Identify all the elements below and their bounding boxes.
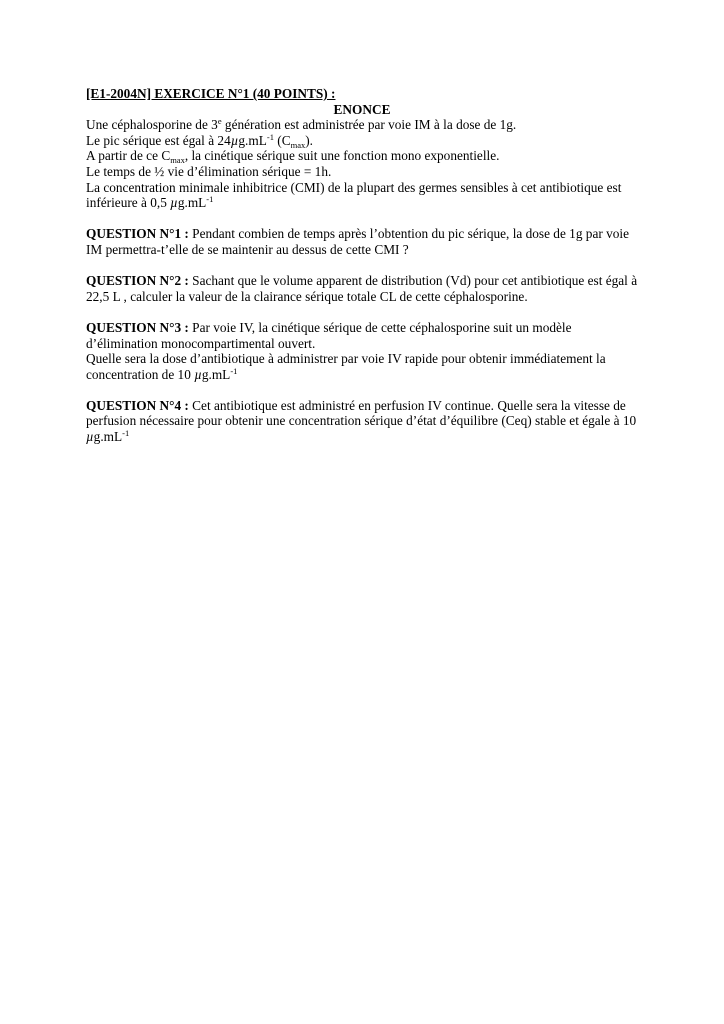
mu-symbol: µ [230,132,239,148]
enonce-line-3 [86,148,638,164]
question-label: QUESTION N°3 : [86,319,189,335]
text-span: g.mL [238,132,267,148]
section-heading: ENONCE [333,101,391,117]
superscript: -1 [266,131,274,142]
text-span: La concentration minimale inhibitrice (CMI) de la plupart des germes sensibles à cet antibiotique est inférieure à 0,5 [86,179,622,211]
text-span: Le pic sérique est égal à 24 [86,132,231,148]
unit-text: g.mL [201,366,231,382]
question-3-line-2 [86,351,638,382]
question-3-line-1 [86,320,638,351]
superscript: -1 [230,365,238,376]
superscript: e [217,116,222,127]
enonce-line-4: Le temps de ½ vie d’élimination sérique = 1h. [86,163,332,179]
text-span: , la cinétique sérique suit une fonction mono exponentielle. [184,148,500,164]
question-text: Quelle sera la dose d’antibiotique à administrer par voie IV rapide pour obtenir immédiatement la concentration de 10 [86,351,606,382]
text-span: génération est administrée par voie IM à la dose de 1g. [221,117,517,133]
superscript: -1 [206,194,214,205]
mu-symbol: µ [194,366,202,382]
superscript: -1 [122,428,130,439]
text-span: ). [305,132,313,148]
mu-symbol: µ [86,429,94,445]
text-span: g.mL [177,195,207,211]
text-span: A partir de ce C [86,148,171,164]
unit-text: g.mL [93,429,123,445]
question-text: Sachant que le volume apparent de distribution (Vd) pour cet antibiotique est égal à 22,5 L , calculer la valeur de la clairance sérique totale CL de cette céphalosporine. [86,273,638,304]
text-span: Une céphalosporine de 3 [86,117,218,133]
question-1 [86,226,638,257]
question-label: QUESTION N°1 : [86,226,189,242]
question-label: QUESTION N°2 : [86,273,189,289]
enonce-line-1 [86,117,638,133]
question-text: Cet antibiotique est administré en perfusion IV continue. Quelle sera la vitesse de perfusion nécessaire pour obtenir une concentration sérique d’état d’équilibre (Ceq) stable et égale à 10 [86,397,637,429]
text-span: (C [273,132,291,148]
question-text: Pendant combien de temps après l’obtention du pic sérique, la dose de 1g par voie IM permettra-t’elle de se maintenir au dessus de cette CMI ? [86,226,629,257]
exercise-title: [E1-2004N] EXERCICE N°1 (40 POINTS) : [86,86,336,101]
enonce-line-5 [86,180,638,211]
subscript: max [290,139,306,150]
document-page [86,86,638,445]
question-3 [86,320,638,382]
enonce-line-2 [86,133,638,149]
question-label: QUESTION N°4 : [86,397,189,413]
mu-symbol: µ [170,195,178,211]
question-4 [86,398,638,445]
enonce-block [86,117,638,211]
question-2 [86,273,638,304]
question-text: Par voie IV, la cinétique sérique de cette céphalosporine suit un modèle d’élimination monocompartimental ouvert. [86,319,572,351]
subscript: max [170,155,185,166]
